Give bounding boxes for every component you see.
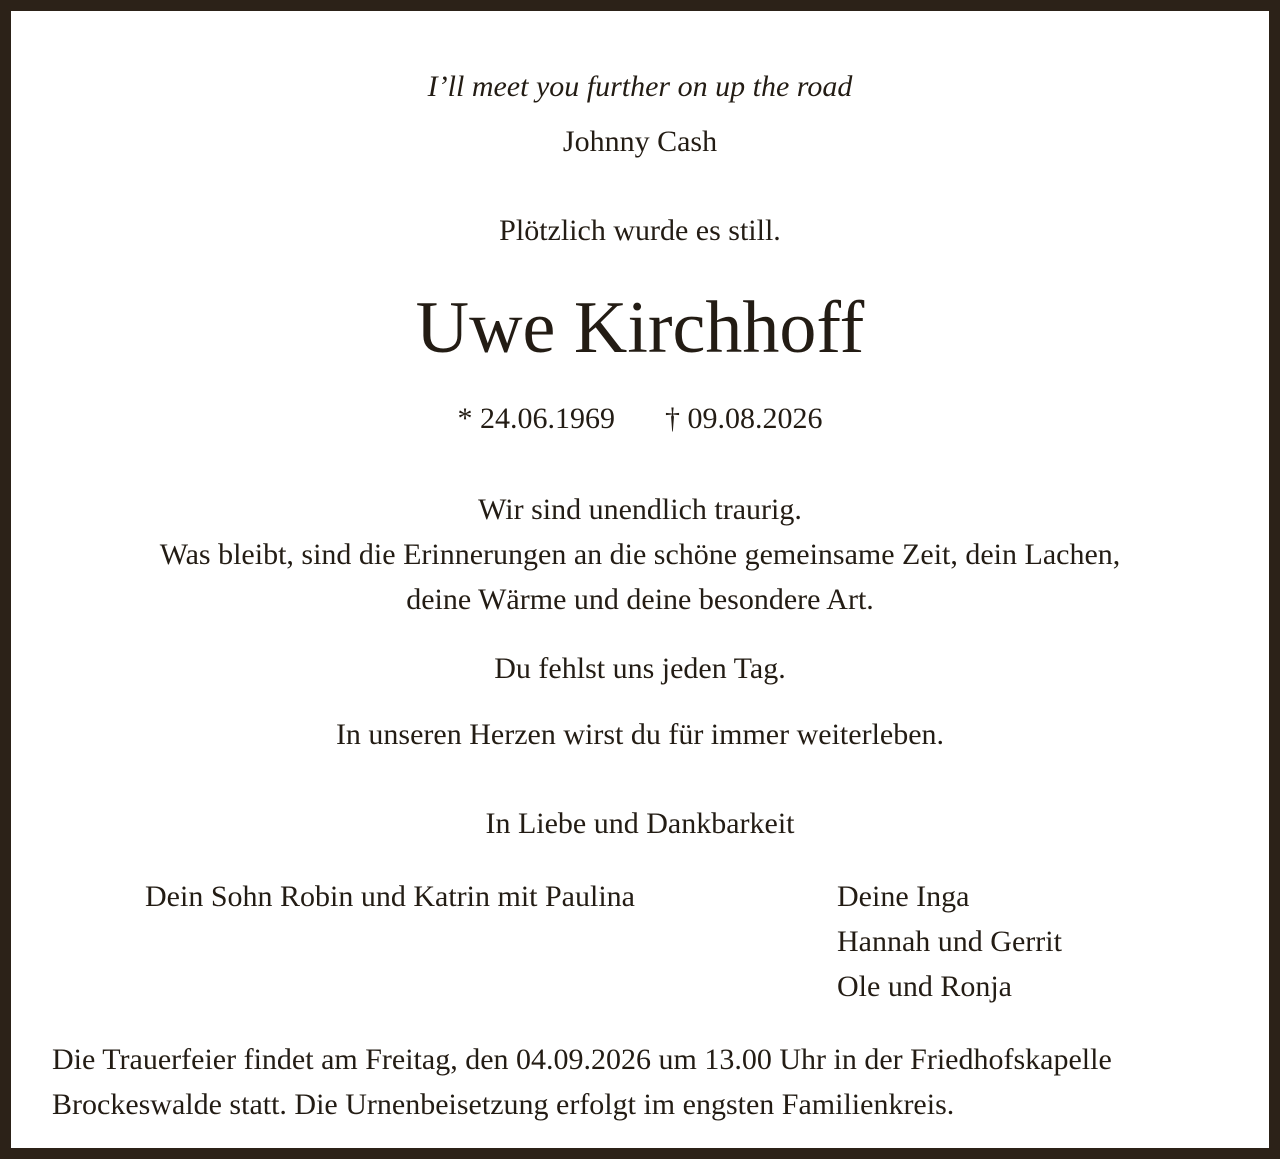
message-line-5: In unseren Herzen wirst du für immer weiterleben. [335,718,945,751]
signature-right-line: Ole und Ronja [837,970,1012,1003]
funeral-info [52,1045,1112,1135]
signature-right-line: Hannah und Gerrit [837,925,1062,958]
message-line-1: Wir sind unendlich traurig. [478,493,802,526]
message-line-4: Du fehlst uns jeden Tag. [494,652,786,685]
motto-quote: I’ll meet you further on up the road [427,70,853,103]
signature-right-line: Deine Inga [837,880,970,913]
intro-line: Plötzlich wurde es still. [499,214,781,247]
birth-date: * 24.06.1969 [457,402,615,435]
signature-left-line: Dein Sohn Robin und Katrin mit Paulina [145,880,635,913]
motto-author: Johnny Cash [562,125,718,158]
life-dates [11,404,1269,434]
funeral-line-1: Die Trauerfeier findet am Freitag, den 04.09.2026 um 13.00 Uhr in der Friedhofskapelle [52,1043,1112,1076]
death-date: † 09.08.2026 [665,402,823,435]
signature-left [145,882,635,912]
deceased-name: Uwe Kirchhoff [415,287,865,369]
closing-line: In Liebe und Dankbarkeit [485,807,795,840]
message-line-2: Was bleibt, sind die Erinnerungen an die schöne gemeinsame Zeit, dein Lachen, [159,538,1121,571]
message-line-3: deine Wärme und deine besondere Art. [406,583,874,616]
funeral-line-2: Brockeswalde statt. Die Urnenbeisetzung erfolgt im engsten Familienkreis. [52,1088,955,1121]
signature-right [837,882,1062,1017]
